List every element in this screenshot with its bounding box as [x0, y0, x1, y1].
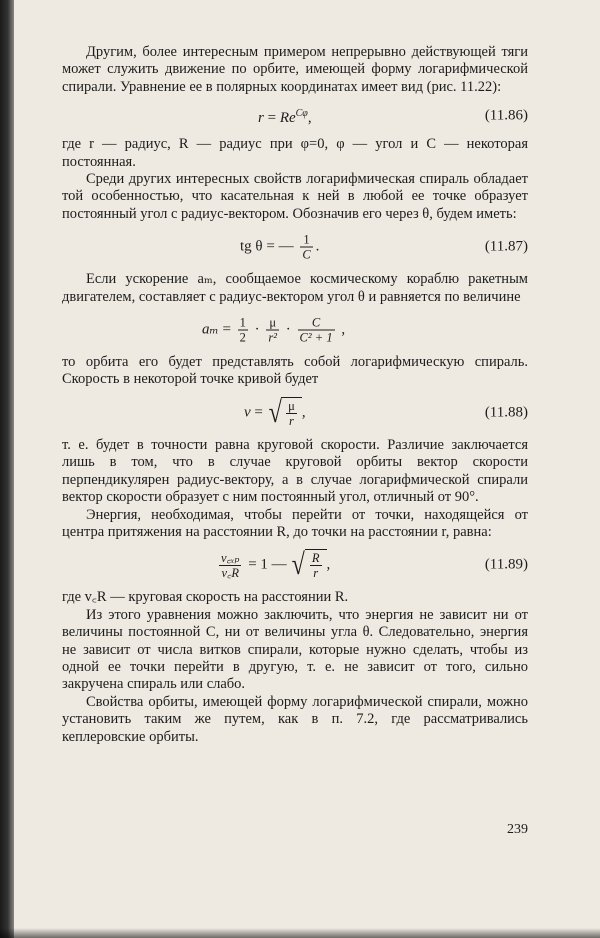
page-number: 239	[507, 822, 528, 837]
paragraph-6: т. е. будет в точности равна круговой скорости. Различие заключается лишь в том, что в случае круговой орбиты вектор скорости перпендикулярен радиус-вектору, а в случае логарифмической спирали вектор скорости образует с ним постоянный угол, отличный от 90°.	[62, 436, 528, 506]
paragraph-5: то орбита его будет представлять собой логарифмическую спираль. Скорость в некоторой точке кривой будет	[62, 354, 528, 388]
paragraph-2: где r — радиус, R — радиус при φ=0, φ — угол и C — некоторая постоянная.	[62, 136, 528, 170]
paragraph-4: Если ускорение aₘ, сообщаемое космическому кораблю ракетным двигателем, составляет с радиус-вектором угол θ и равняется по величине	[62, 271, 528, 305]
book-spine-shadow	[0, 0, 14, 938]
formula-11-89: $\frac{\text{v꜀ₓₚ}}{v꜀R}$ = 1 — √ $\frac{R}{r}$ , (11.89)	[221, 548, 528, 582]
square-root-sign: √ $\frac{\mu}{r}$	[267, 397, 302, 429]
paragraph-9: Из этого уравнения можно заключить, что энергия не зависит ни от величины постоянной C, ни от величины угла θ. Следовательно, энергия не зависит от числа витков спирали, которые нужно сделать, чтобы из одной ее точки перейти в другую, т. е. не зависит от того, сильно закручена спираль или слабо.	[62, 606, 528, 693]
equation-number-11-87: (11.87)	[484, 238, 528, 255]
formula-11-86: $r = Re^{C\varphi}$, (11.86)	[258, 107, 528, 127]
paragraph-3: Среди других интересных свойств логарифмическая спираль обладает той особенностью, что касательная к ней в любой ее точке образует постоянный угол с радиус-вектором. Обозначив его через θ, будем иметь:	[62, 171, 528, 222]
square-root-sign: √ $\frac{R}{r}$	[290, 549, 326, 581]
paragraph-8: где v꜀R — круговая скорость на расстоянии R.	[62, 589, 349, 606]
page-body	[62, 44, 528, 746]
paragraph-1: Другим, более интересным примером непрерывно действующей тяги может служить движение по орбите, имеющей форму логарифмической спирали. Уравнение ее в полярных координатах имеет вид (рис. 11.22):	[62, 44, 528, 95]
bottom-edge-shadow	[0, 928, 600, 938]
formula-11-87: tg θ = — $\frac{1}{C}$ . (11.87)	[240, 232, 528, 262]
formula-acceleration: aₘ = $\frac{1}{2}$ · $\frac{\mu}{\text{r²}}$ · $\frac{C}{\text{C² + 1}}$ ,	[202, 315, 346, 345]
equation-number-11-89: (11.89)	[484, 556, 528, 573]
formula-11-88: v = √ $\frac{\mu}{r}$ , (11.88)	[244, 395, 528, 429]
equation-number-11-88: (11.88)	[484, 404, 528, 421]
paragraph-7: Энергия, необходимая, чтобы перейти от точки, находящейся от центра притяжения на расстоянии R, до точки на расстоянии r, равна:	[62, 506, 528, 540]
paragraph-10: Свойства орбиты, имеющей форму логарифмической спирали, можно установить таким же путем, как в п. 7.2, где рассматривались кеплеровские орбиты.	[62, 693, 528, 745]
equation-number-11-86: (11.86)	[484, 107, 528, 124]
